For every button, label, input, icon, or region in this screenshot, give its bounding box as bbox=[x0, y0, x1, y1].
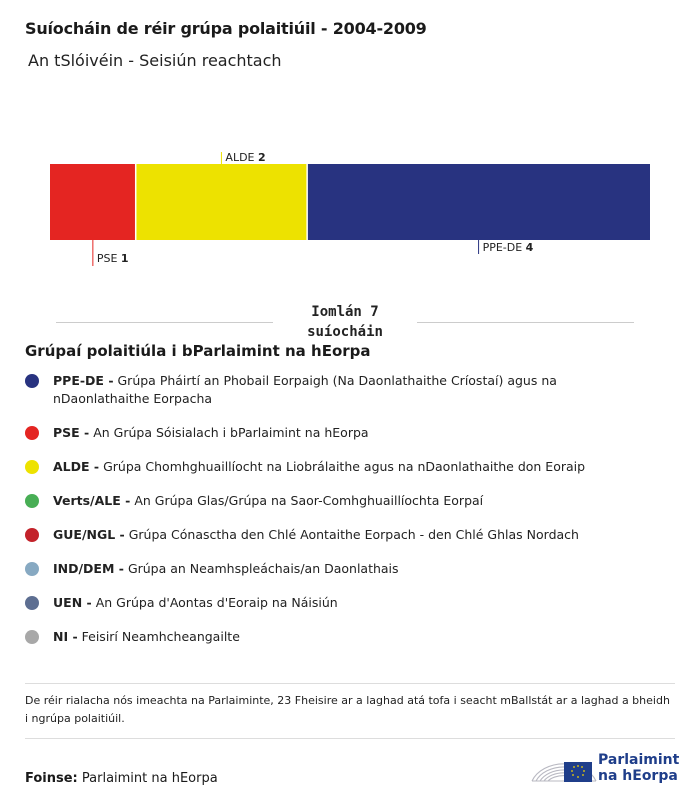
legend-abbr: Verts/ALE - bbox=[53, 493, 131, 508]
legend-text: Grúpa an Neamhspleáchais/an Daonlathais bbox=[127, 561, 399, 576]
total-line2: suíocháin bbox=[307, 324, 383, 340]
legend-item bbox=[25, 594, 655, 612]
legend-text: Grúpa Cónasctha den Chlé Aontaithe Eorpach - den Chlé Ghlas Nordach bbox=[128, 527, 579, 542]
legend-text: An Grúpa Glas/Grúpa na Saor-Comhghuaillíochta Eorpaí bbox=[134, 493, 484, 508]
logo-text bbox=[598, 752, 679, 784]
legend-dot-icon bbox=[25, 374, 39, 388]
seat-bar-chart bbox=[0, 140, 700, 275]
segment-label-ppe-de: PPE-DE 4 bbox=[482, 241, 534, 254]
legend-dot-icon bbox=[25, 426, 39, 440]
legend-dot-icon bbox=[25, 630, 39, 644]
legend-abbr: NI - bbox=[53, 629, 78, 644]
legend-abbr: ALDE - bbox=[53, 459, 100, 474]
total-line1: Iomlán 7 bbox=[311, 304, 379, 320]
legend-item bbox=[25, 560, 655, 578]
total-divider-right bbox=[417, 322, 634, 323]
chart-title: Suíocháin de réir grúpa polaitiúil - 2004-2009 bbox=[25, 19, 427, 38]
logo-line2: na hEorpa bbox=[598, 768, 678, 784]
bar-segment-ppe-de bbox=[307, 164, 650, 240]
legend-item bbox=[25, 526, 655, 544]
legend-item bbox=[25, 458, 655, 476]
legend-item bbox=[25, 628, 655, 646]
source-text: Parlaimint na hEorpa bbox=[81, 771, 218, 786]
total-divider-left bbox=[56, 322, 273, 323]
legend-abbr: UEN - bbox=[53, 595, 92, 610]
legend-item bbox=[25, 372, 655, 408]
source-label: Foinse: bbox=[25, 771, 78, 786]
segment-label-pse: PSE 1 bbox=[96, 252, 129, 265]
legend-abbr: IND/DEM - bbox=[53, 561, 124, 576]
total-seats bbox=[56, 303, 634, 343]
total-label bbox=[273, 302, 417, 342]
legend-dot-icon bbox=[25, 460, 39, 474]
legend-dot-icon bbox=[25, 596, 39, 610]
legend-text: Grúpa Chomhghuaillíocht na Liobrálaithe agus na nDaonlathaithe don Eoraip bbox=[103, 459, 586, 474]
bar-segment-alde bbox=[136, 164, 307, 240]
logo-line1: Parlaimint bbox=[598, 752, 680, 768]
legend-dot-icon bbox=[25, 494, 39, 508]
legend-item bbox=[25, 424, 655, 442]
bar-segment-pse bbox=[50, 164, 136, 240]
source bbox=[25, 771, 218, 786]
legend-abbr: PPE-DE - bbox=[53, 373, 114, 388]
chart-subtitle: An tSlóivéin - Seisiún reachtach bbox=[28, 51, 282, 70]
footnote: De réir rialacha nós imeachta na Parlaiminte, 23 Fheisire ar a laghad atá tofa i seacht mBallstát ar a laghad a bheidh i ngrúpa polaitiúil. bbox=[25, 683, 675, 739]
group-legend bbox=[25, 372, 655, 662]
legend-text: An Grúpa Sóisialach i bParlaimint na hEorpa bbox=[93, 425, 369, 440]
legend-dot-icon bbox=[25, 562, 39, 576]
legend-text: Grúpa Pháirtí an Phobail Eorpaigh (Na Daonlathaithe Críostaí) agus na nDaonlathaithe Eorpacha bbox=[53, 373, 557, 406]
legend-text: An Grúpa d'Aontas d'Eoraip na Náisiún bbox=[95, 595, 338, 610]
legend-dot-icon bbox=[25, 528, 39, 542]
legend-abbr: PSE - bbox=[53, 425, 90, 440]
legend-item bbox=[25, 492, 655, 510]
legend-text: Feisirí Neamhcheangailte bbox=[81, 629, 240, 644]
legend-title: Grúpaí polaitiúla i bParlaimint na hEorpa bbox=[25, 342, 371, 360]
segment-label-alde: ALDE 2 bbox=[225, 151, 266, 164]
legend-abbr: GUE/NGL - bbox=[53, 527, 125, 542]
